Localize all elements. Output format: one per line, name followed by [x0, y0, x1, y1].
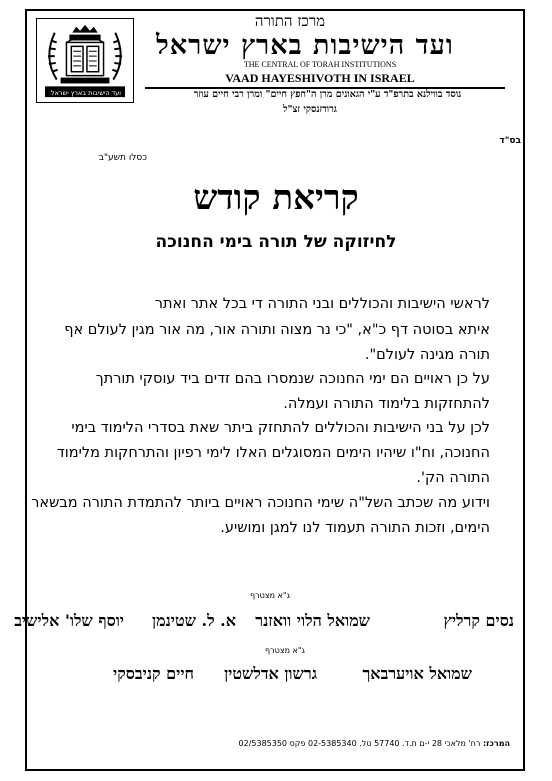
gaon-note-2: ג"א מצטרף — [265, 646, 305, 655]
signature: שמואל אויערבאך — [362, 664, 472, 683]
bsd-mark: בס"ד — [499, 136, 521, 146]
paragraph-2: על כן ראויים הם ימי החנוכה שנמסרו בהם זדים ביד עוסקי תורתך להתחזקות בלימוד התורה ועמלה. — [95, 371, 490, 412]
founded-line-2: גרודזנסקי זצ"ל — [283, 104, 337, 115]
footer-contact — [120, 739, 510, 748]
paragraph-1: איתא בסוטה דף כ"א, "כי נר מצוה ותורה אור, מה אור מגין לעולם אף תורה מגינה לעולם". — [64, 322, 490, 363]
paragraph-4: וידוע מה שכתב השל"ה שימי החנוכה ראויים ביותר להתמדת התורה מבשאר הימים, וזכות התורה תעמוד לנו למגן ומושיע. — [31, 495, 490, 536]
founded-line-1: נוסד בווילנא בתרפ"ד ע"י הגאונים מרן ה"חפץ חיים" ומרן רבי חיים עוזר — [193, 89, 462, 100]
signature: גרשון אדלשטין — [224, 664, 317, 683]
footer-label: המרכז: — [482, 739, 510, 748]
logo-caption: ועד הישיבות בארץ ישראל — [50, 89, 122, 97]
letter-date: כסלו תשע"ב — [98, 153, 147, 163]
signature: חיים קניבסקי — [113, 664, 194, 683]
signature: נסים קרליץ — [443, 611, 514, 630]
paragraph-3: לכן על בני הישיבות והכוללים להתחזק ביתר שאת בסדרי הלימוד בימי החנוכה, וח"ו שיהיו הימים המסוגלים האלו לימי רפיון והתרחקות מלימוד התורה הק'. — [56, 420, 490, 486]
english-organization-name: VAAD HAYESHIVOTH IN ISRAEL — [225, 71, 415, 85]
logo — [36, 18, 134, 103]
signature: שמואל הלוי וואזנר — [255, 611, 370, 630]
english-subtitle: THE CENTRAL OF TORAH INSTITUTIONS — [243, 60, 397, 69]
organization-name: ועד הישיבות בארץ ישראל — [156, 30, 454, 61]
paragraph-salutation: לראשי הישיבות והכוללים ובני התורה די בכל אתר ואתר — [154, 296, 490, 312]
signature: א. ל. שטינמן — [152, 611, 236, 630]
gaon-note-1: ג"א מצטרף — [250, 591, 290, 600]
footer-text: רח' מלאכי 28 י-ם ת.ד. 57740 טל. 02-5385340 פקס 02/5385350 — [238, 739, 481, 748]
letter-title: קריאת קודש — [193, 178, 359, 218]
header-top-line: מרכז התורה — [254, 12, 326, 30]
signature: יוסף שלו' אלישיב — [14, 611, 124, 630]
letter-subtitle: לחיזוקה של תורה בימי החנוכה — [155, 232, 397, 252]
